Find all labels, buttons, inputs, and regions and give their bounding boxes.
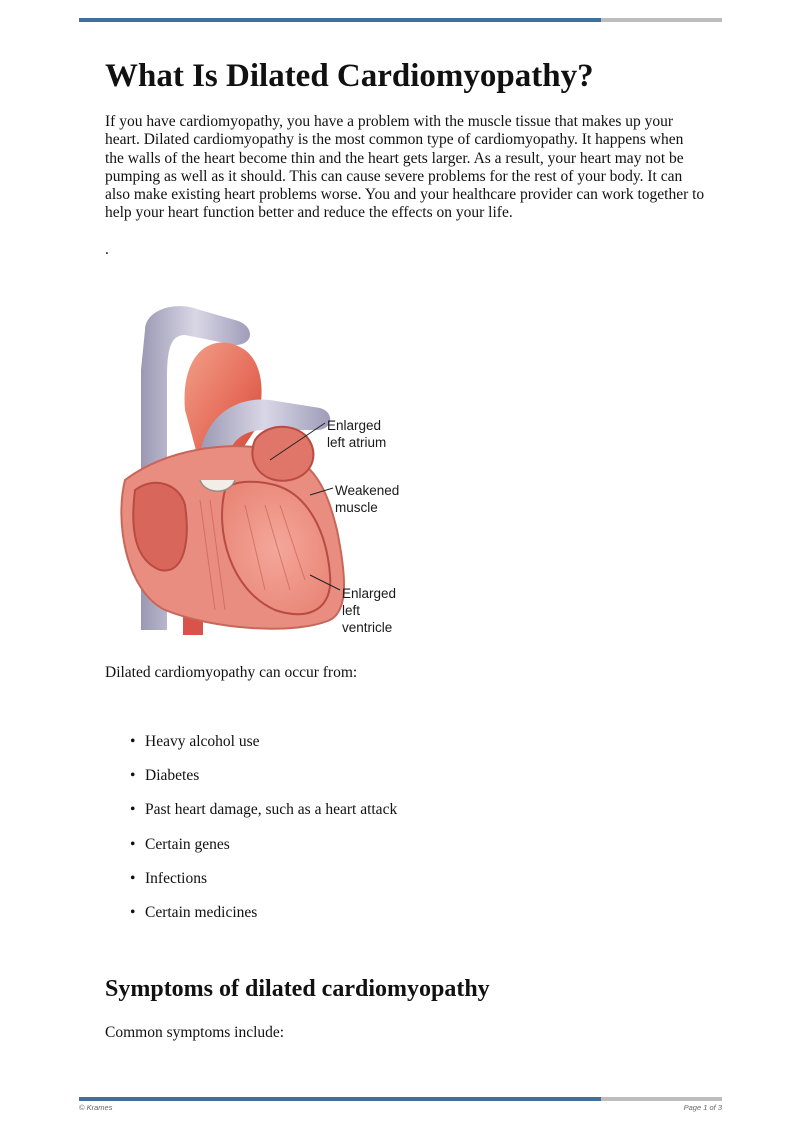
list-item-text: Certain medicines [145, 903, 258, 921]
list-item-text: Past heart damage, such as a heart attack [145, 801, 398, 819]
causes-list [105, 733, 705, 938]
list-item [130, 869, 705, 904]
symptoms-intro: Common symptoms include: [105, 1024, 285, 1041]
heart-illustration [105, 290, 415, 642]
list-item [130, 733, 705, 767]
label-enlarged-left-ventricle-2: left [342, 603, 361, 618]
footer-rule-dark [79, 1097, 601, 1101]
list-item-text: Diabetes [145, 767, 200, 785]
bullet-icon: • [130, 903, 136, 921]
footer-rule-light [601, 1097, 722, 1101]
list-item [130, 767, 705, 801]
separator-dot: . [105, 240, 109, 258]
header-rule [79, 18, 722, 22]
list-item-text: Infections [145, 869, 207, 887]
bullet-icon: • [130, 767, 136, 785]
bullet-icon: • [130, 733, 136, 750]
intro-paragraph: If you have cardiomyopathy, you have a problem with the muscle tissue that makes up your heart. Dilated cardiomyopathy is the most common type of cardiomyopathy. It happens when the walls of the heart become thin and the heart gets larger. As a result, your heart may not be pumping as well as it should. This can cause severe problems for the rest of your body. It can also make existing heart problems worse. You and your healthcare provider can work together to help your heart function better and reduce the effects on your life. [105, 113, 705, 222]
list-item [130, 835, 705, 870]
bullet-icon: • [130, 835, 136, 853]
symptoms-heading: Symptoms of dilated cardiomyopathy [105, 976, 490, 1002]
causes-intro: Dilated cardiomyopathy can occur from: [105, 664, 358, 681]
list-item [130, 801, 705, 835]
list-item-text: Certain genes [145, 835, 230, 853]
label-weakened-muscle-1: Weakened [335, 483, 400, 498]
footer-copyright: © Krames [79, 1103, 113, 1112]
footer-rule [79, 1097, 722, 1101]
causes-section [105, 664, 705, 938]
list-item-text: Heavy alcohol use [145, 733, 260, 750]
label-weakened-muscle-2: muscle [335, 500, 378, 515]
page-title: What Is Dilated Cardiomyopathy? [105, 58, 594, 94]
label-enlarged-left-atrium-2: left atrium [327, 435, 387, 450]
main-content [105, 56, 705, 259]
footer-page-number: Page 1 of 3 [683, 1103, 722, 1112]
label-enlarged-left-atrium-1: Enlarged [327, 418, 382, 433]
bullet-icon: • [130, 801, 136, 819]
bullet-icon: • [130, 869, 136, 887]
list-item [130, 903, 705, 938]
header-rule-dark [79, 18, 601, 22]
label-enlarged-left-ventricle-1: Enlarged [342, 586, 397, 601]
header-rule-light [601, 18, 722, 22]
label-enlarged-left-ventricle-3: ventricle [342, 620, 393, 635]
